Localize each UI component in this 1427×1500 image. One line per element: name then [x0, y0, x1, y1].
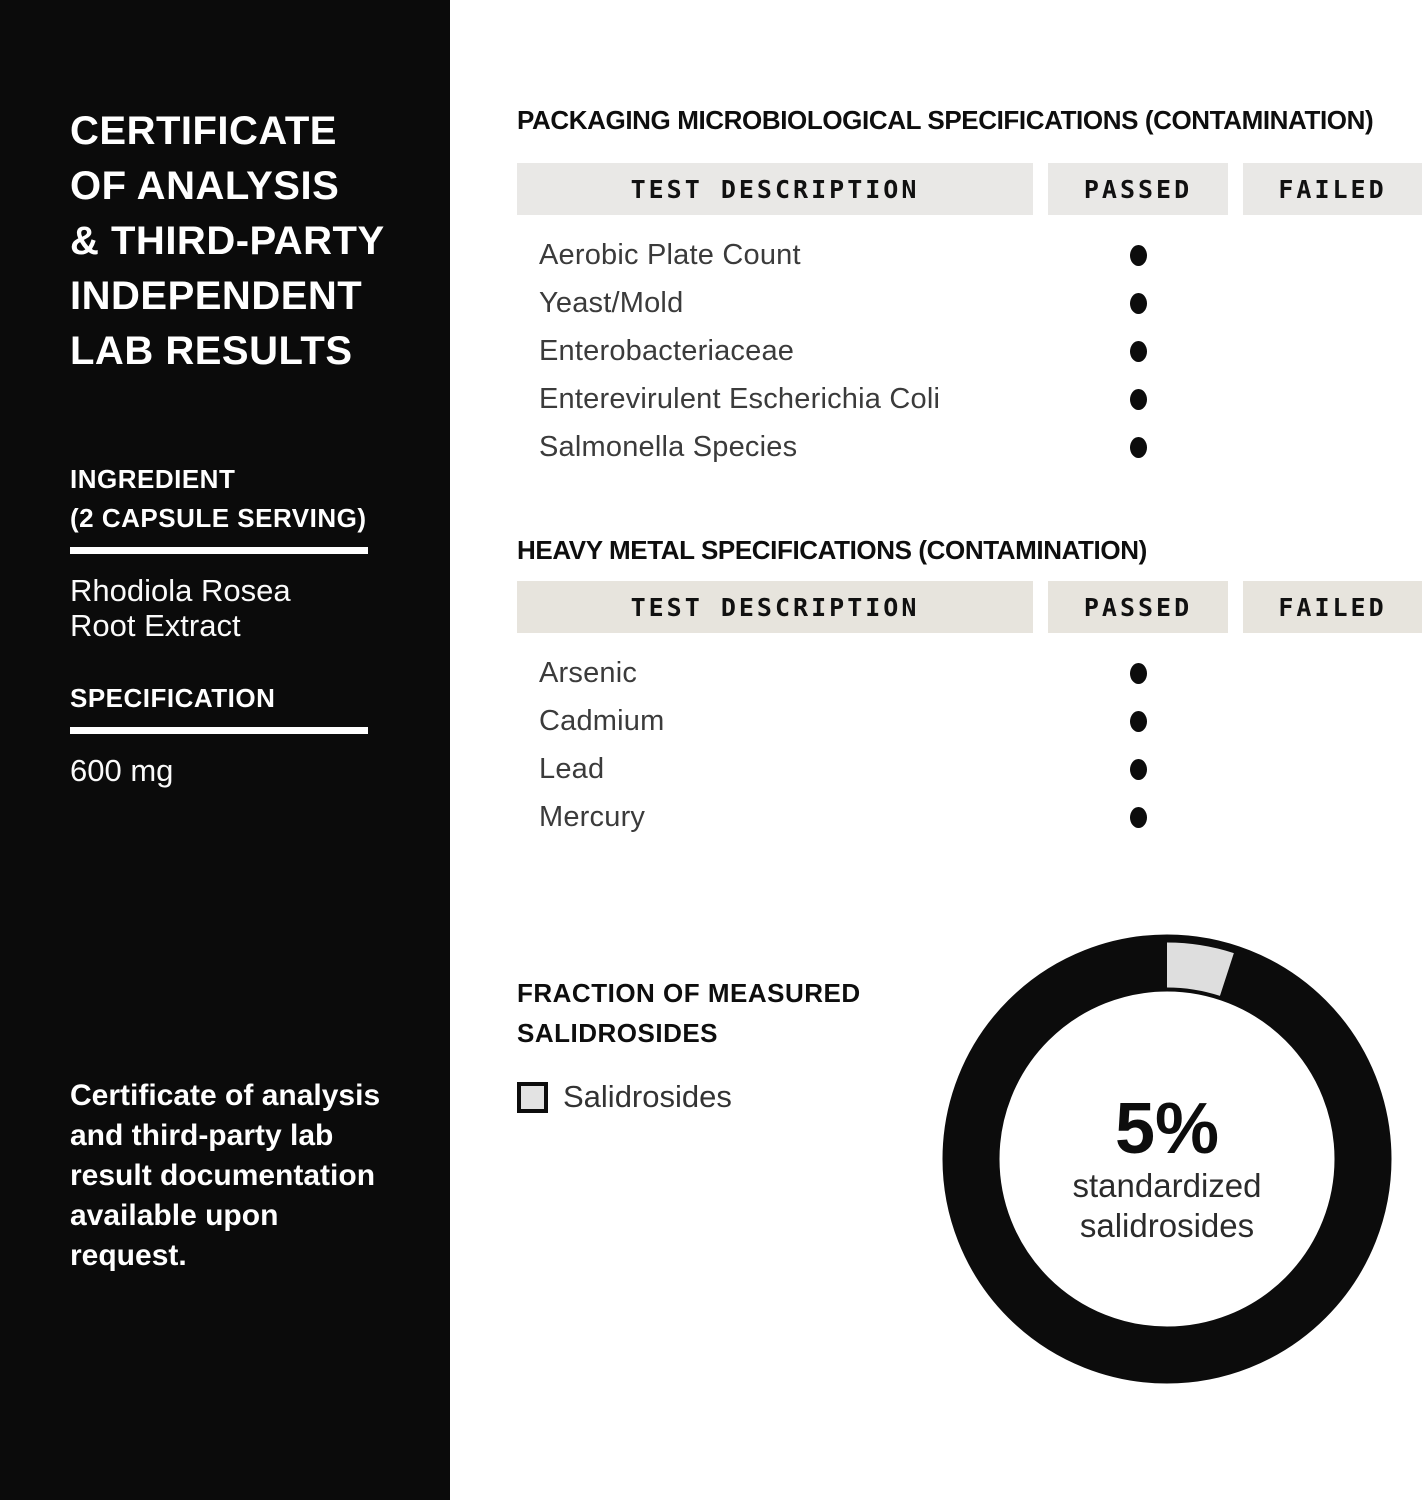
divider	[70, 547, 368, 554]
table-row	[517, 327, 1427, 375]
table-row	[517, 745, 1427, 793]
passed-cell	[1048, 807, 1228, 828]
passed-cell	[1048, 293, 1228, 314]
availability-note-line: available upon	[70, 1199, 279, 1232]
donut-center-label	[941, 943, 1393, 1395]
ingredient-section	[70, 460, 380, 643]
passed-dot-icon	[1130, 245, 1147, 266]
donut-percentage: 5%	[1114, 1089, 1220, 1169]
table-row	[517, 793, 1427, 841]
legend-label: Salidrosides	[563, 1079, 732, 1114]
page-title-line: CERTIFICATE	[70, 109, 337, 153]
table-row	[517, 279, 1427, 327]
availability-note-line: Certificate of analysis	[70, 1079, 381, 1112]
column-header-test-description: TEST DESCRIPTION	[517, 163, 1033, 215]
column-header-test-description: TEST DESCRIPTION	[517, 581, 1033, 633]
passed-dot-icon	[1130, 807, 1147, 828]
fraction-title-line: SALIDROSIDES	[517, 1018, 719, 1048]
page-title-line: OF ANALYSIS	[70, 164, 340, 208]
micro-table-title: PACKAGING MICROBIOLOGICAL SPECIFICATIONS (CONTAMINATION)	[517, 105, 1374, 135]
ingredient-heading	[70, 460, 380, 538]
passed-dot-icon	[1130, 711, 1147, 732]
test-label: Enterobacteriaceae	[539, 334, 795, 367]
ingredient-heading-line: (2 CAPSULE SERVING)	[70, 503, 367, 533]
column-header-passed: PASSED	[1048, 581, 1228, 633]
test-label: Lead	[539, 752, 605, 785]
specification-value: 600 mg	[70, 753, 174, 788]
passed-cell	[1048, 245, 1228, 266]
donut-sublabel-line: standardized	[1072, 1167, 1262, 1204]
heavy-metal-table-title: HEAVY METAL SPECIFICATIONS (CONTAMINATION)	[517, 535, 1147, 565]
heavy-metal-table-rows	[517, 649, 1427, 841]
table-row	[517, 423, 1427, 471]
table-row	[517, 697, 1427, 745]
passed-cell	[1048, 341, 1228, 362]
availability-note	[70, 1076, 400, 1276]
specification-heading: SPECIFICATION	[70, 683, 276, 713]
donut-chart	[941, 933, 1393, 1385]
passed-dot-icon	[1130, 389, 1147, 410]
test-label: Yeast/Mold	[539, 286, 684, 319]
ingredient-value-line: Rhodiola Rosea	[70, 573, 291, 608]
page-title-line: INDEPENDENT	[70, 274, 363, 318]
ingredient-value-line: Root Extract	[70, 608, 241, 643]
divider	[70, 727, 368, 734]
test-label: Enterevirulent Escherichia Coli	[539, 382, 941, 415]
passed-dot-icon	[1130, 341, 1147, 362]
availability-note-line: result documentation	[70, 1159, 376, 1192]
column-header-failed: FAILED	[1243, 581, 1422, 633]
test-label: Arsenic	[539, 656, 638, 689]
specification-section	[70, 679, 380, 788]
availability-note-line: request.	[70, 1239, 187, 1272]
ingredient-heading-line: INGREDIENT	[70, 464, 236, 494]
sidebar-panel	[0, 0, 450, 1500]
passed-cell	[1048, 389, 1228, 410]
micro-table-header-row	[517, 163, 1427, 215]
passed-dot-icon	[1130, 437, 1147, 458]
passed-dot-icon	[1130, 293, 1147, 314]
test-label: Aerobic Plate Count	[539, 238, 801, 271]
legend-swatch-icon	[517, 1082, 548, 1113]
column-header-failed: FAILED	[1243, 163, 1422, 215]
ingredient-value	[70, 573, 380, 643]
test-label: Mercury	[539, 800, 646, 833]
column-header-passed: PASSED	[1048, 163, 1228, 215]
page-title-line: LAB RESULTS	[70, 329, 353, 373]
table-row	[517, 231, 1427, 279]
passed-dot-icon	[1130, 759, 1147, 780]
test-label: Cadmium	[539, 704, 665, 737]
test-label: Salmonella Species	[539, 430, 798, 463]
fraction-title-line: FRACTION OF MEASURED	[517, 978, 861, 1008]
passed-dot-icon	[1130, 663, 1147, 684]
heavy-metal-table-header-row	[517, 581, 1427, 633]
passed-cell	[1048, 711, 1228, 732]
passed-cell	[1048, 759, 1228, 780]
table-row	[517, 375, 1427, 423]
page-title	[70, 104, 385, 379]
table-row	[517, 649, 1427, 697]
passed-cell	[1048, 437, 1228, 458]
passed-cell	[1048, 663, 1228, 684]
page-title-line: & THIRD-PARTY	[70, 219, 385, 263]
micro-table-rows	[517, 231, 1427, 471]
donut-sublabel-line: salidrosides	[1079, 1207, 1255, 1244]
availability-note-line: and third-party lab	[70, 1119, 334, 1152]
